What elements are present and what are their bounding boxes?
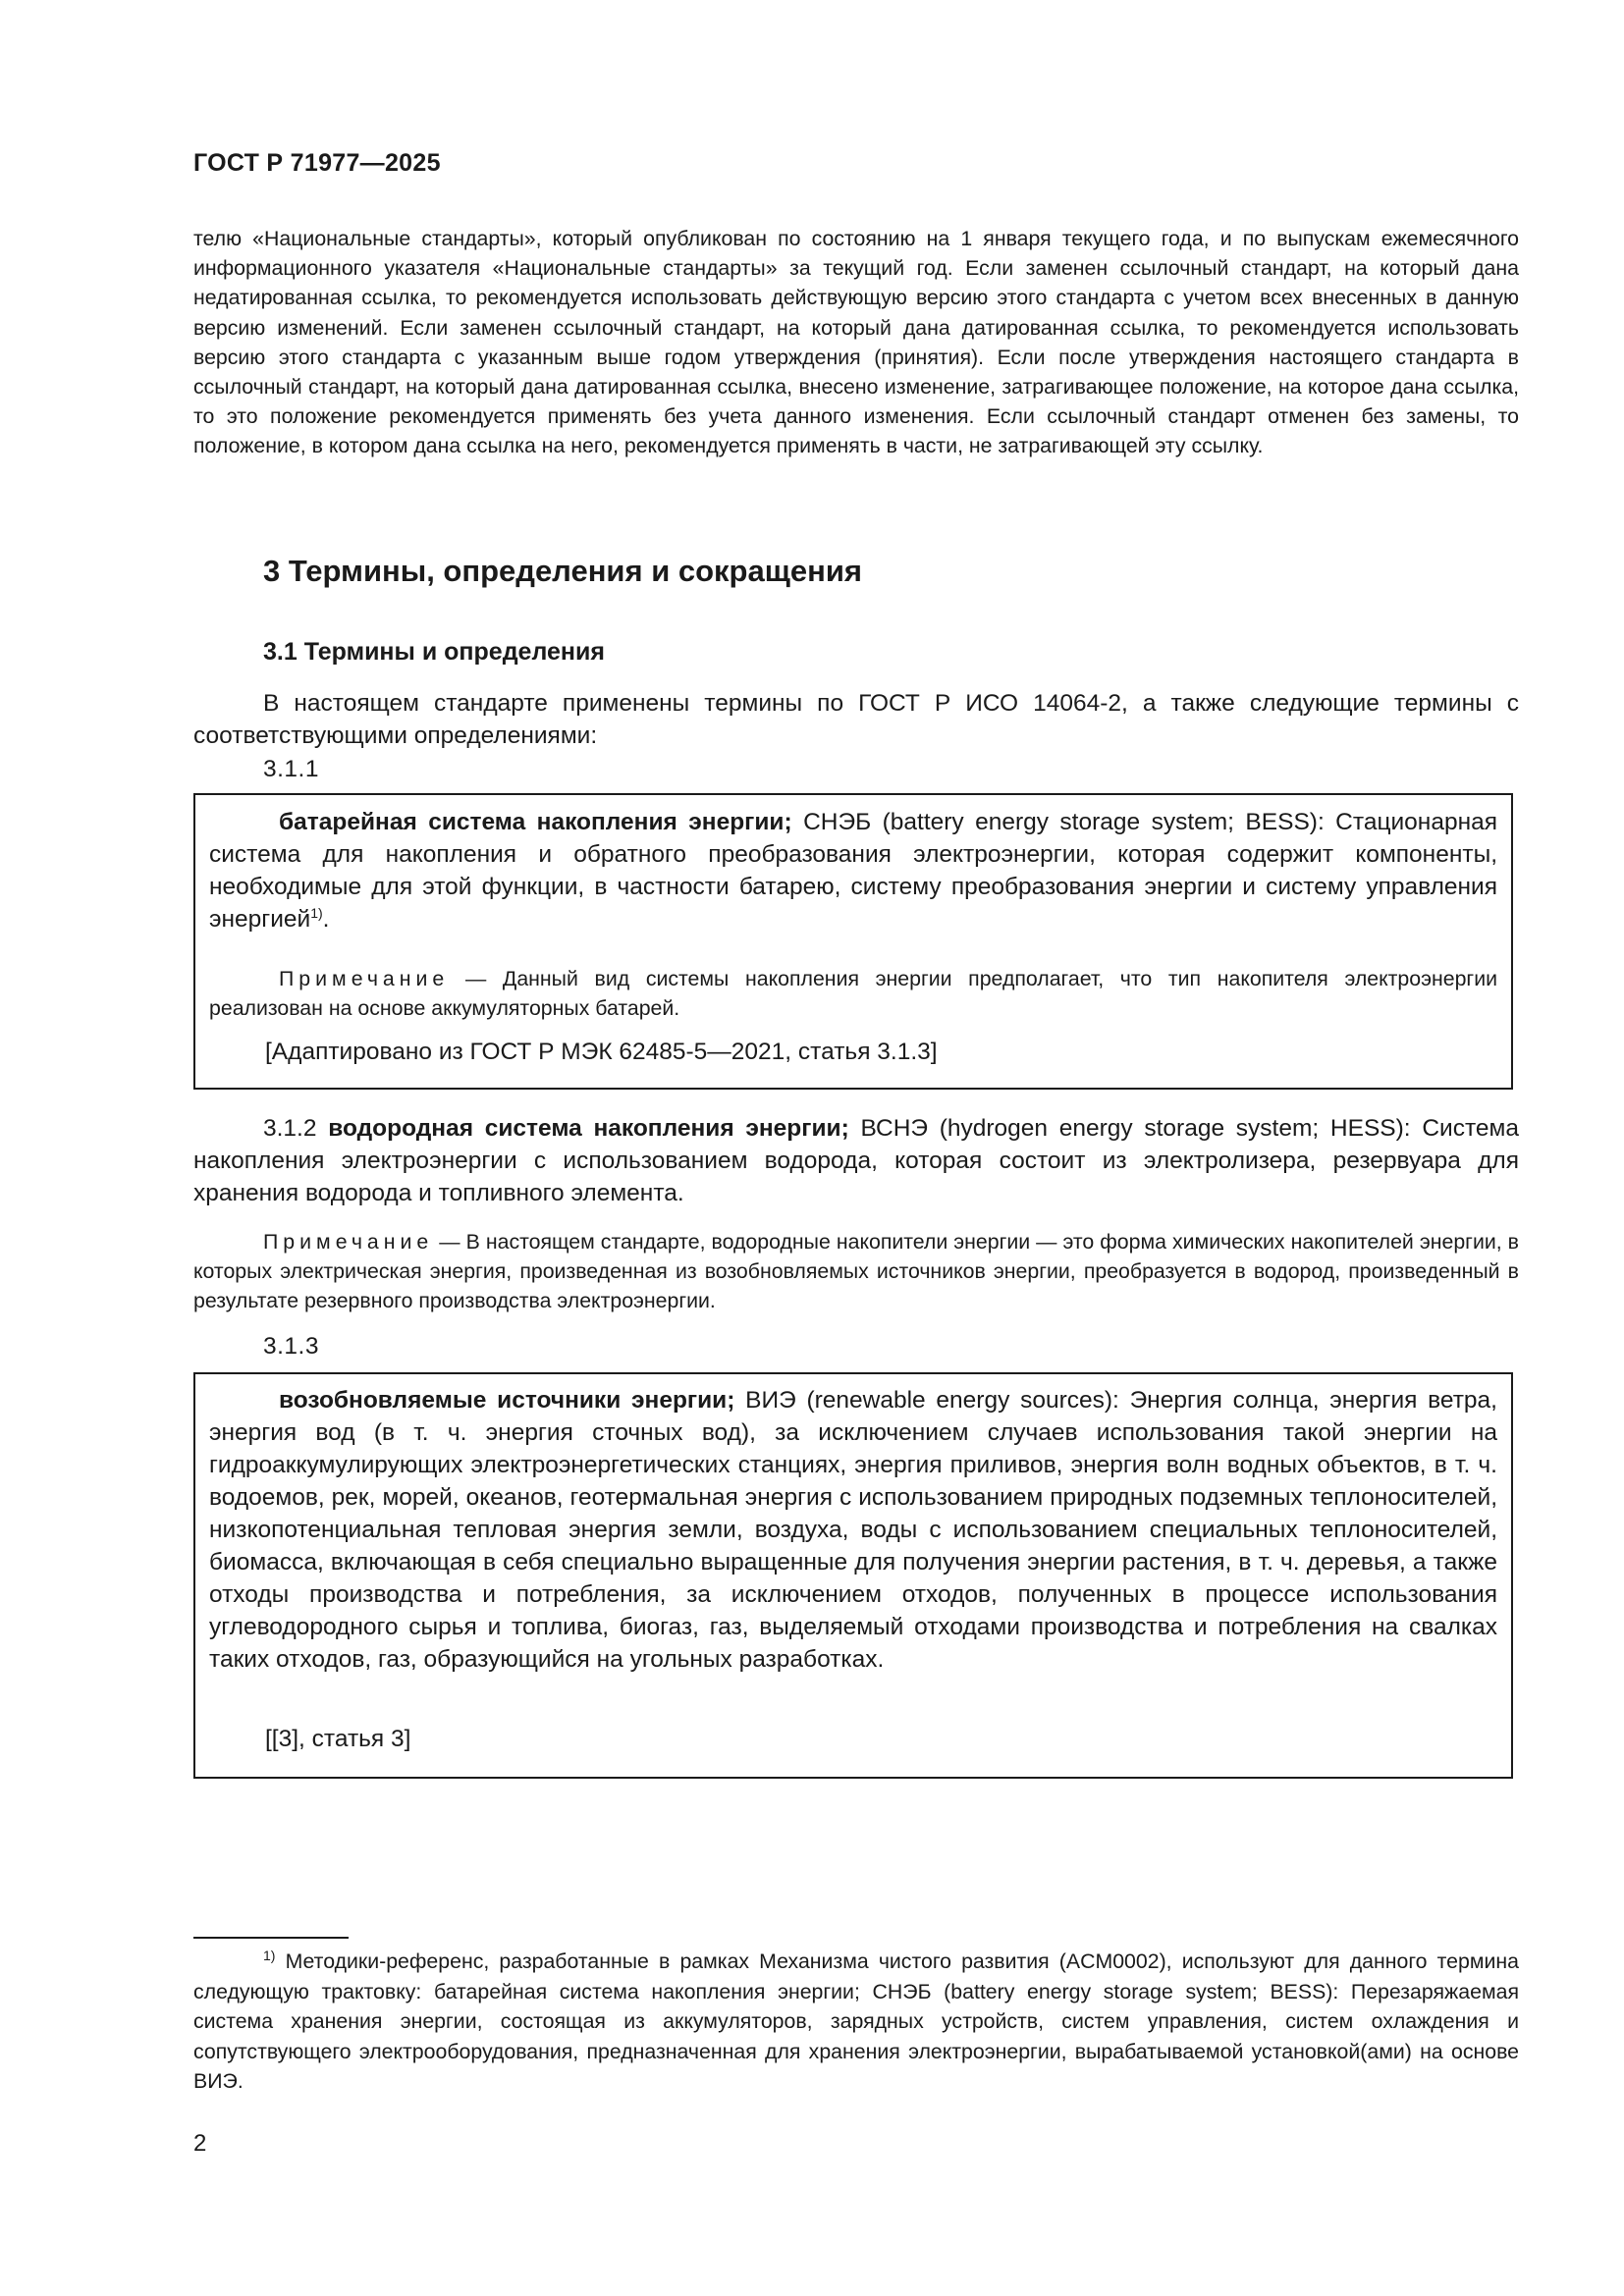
- term2-number: 3.1.2: [263, 1115, 317, 1142]
- term1-note-label: Примечание: [279, 967, 450, 990]
- term3-term: возобновляемые источники энергии;: [279, 1387, 735, 1414]
- section-title: 3 Термины, определения и сокращения: [263, 554, 862, 588]
- term3-definition: [209, 1384, 1497, 1676]
- lead-paragraph: [193, 687, 1519, 752]
- term2-paragraph: [193, 1112, 1519, 1209]
- footnote-rule: [193, 1937, 349, 1939]
- term1-note: [209, 964, 1497, 1023]
- term1-source: [Адаптировано из ГОСТ Р МЭК 62485-5—2021, статья 3.1.3]: [265, 1039, 938, 1065]
- term1-number: 3.1.1: [263, 756, 319, 782]
- term2-term: водородная система накопления энергии;: [328, 1115, 849, 1142]
- term1-note-text: — Данный вид системы накопления энергии предполагает, что тип накопителя электроэнергии реализован на основе аккумуляторных батарей.: [209, 967, 1497, 1020]
- term1-end: .: [322, 906, 330, 933]
- term2-note-label: Примечание: [263, 1230, 434, 1254]
- footnote-mark: 1): [263, 1947, 276, 1963]
- term3-number: 3.1.3: [263, 1333, 319, 1360]
- term1-definition: [209, 806, 1497, 935]
- lead-text: В настоящем стандарте применены термины по ГОСТ Р ИСО 14064-2, а также следующие термины с соответствующими определениями:: [193, 690, 1519, 749]
- intro-text: телю «Национальные стандарты», который опубликован по состоянию на 1 января текущего года, и по выпускам ежемесячного информационного указателя «Национальные стандарты» за текущий год. Если заменен ссылочный стандарт, на который дана недатированная ссылка, то рекомендуется использовать действующую версию этого стандарта с учетом всех внесенных в данную версию изменений. Если заменен ссылочный стандарт, на который дана датированная ссылка, то рекомендуется использовать версию этого стандарта с указанным выше годом утверждения (принятия). Если после утверждения настоящего стандарта в ссылочный стандарт, на который дана датированная ссылка, внесено изменение, затрагивающее положение, на которое дана ссылка, то это положение рекомендуется применять без учета данного изменения. Если ссылочный стандарт отменен без замены, то положение, в котором дана ссылка на него, рекомендуется применять в части, не затрагивающей эту ссылку.: [193, 227, 1519, 458]
- term2-definition-text: ВСНЭ (hydrogen energy storage system; HESS): Система накопления электроэнергии с использованием водорода, которая состоит из электролизера, резервуара для хранения водорода и топливного элемента.: [193, 1115, 1519, 1206]
- term1-box: [193, 793, 1513, 1090]
- term1-term: батарейная система накопления энергии;: [279, 809, 792, 835]
- term1-definition-text: СНЭБ (battery energy storage system; BESS): Стационарная система для накопления и обратного преобразования электроэнергии, которая содержит компоненты, необходимые для этой функции, в частности батарею, систему преобразования энергии и систему управления энергией: [209, 809, 1497, 933]
- page-number: 2: [193, 2130, 207, 2157]
- intro-paragraph: [193, 224, 1519, 461]
- subsection-title: 3.1 Термины и определения: [263, 638, 605, 666]
- term3-source: [[3], статья 3]: [265, 1726, 411, 1752]
- term3-box: [193, 1372, 1513, 1779]
- footnote-text: Методики-референс, разработанные в рамках Механизма чистого развития (ACM0002), используют для данного термина следующую трактовку: батарейная система накопления энергии; СНЭБ (battery energy storage system; BESS): Перезаряжаемая система хранения энергии, состоящая из аккумуляторов, зарядных устройств, систем управления, систем охлаждения и сопутствующего электрооборудования, предназначенная для хранения электроэнергии, вырабатываемой установкой(ами) на основе ВИЭ.: [193, 1949, 1519, 2093]
- term2-note: [193, 1227, 1519, 1315]
- term2-note-text: — В настоящем стандарте, водородные накопители энергии — это форма химических накопителей энергии, в которых электрическая энергия, произведенная из возобновляемых источников энергии, преобразуется в водород, произведенный в результате резервного производства электроэнергии.: [193, 1230, 1519, 1312]
- term3-definition-text: ВИЭ (renewable energy sources): Энергия солнца, энергия ветра, энергия вод (в т. ч. энергия сточных вод), за исключением случаев использования такой энергии на гидроаккумулирующих электроэнергетических станциях, энергия приливов, энергия волн водных объектов, в т. ч. водоемов, рек, морей, океанов, геотермальная энергия с использованием природных подземных теплоносителей, низкопотенциальная тепловая энергия земли, воздуха, воды с использованием специальных теплоносителей, биомасса, включающая в себя специально выращенные для получения энергии растения, в т. ч. деревья, а также отходы производства и потребления, за исключением отходов, полученных в процессе использования углеводородного сырья и топлива, биогаз, газ, выделяемый отходами производства и потребления на свалках таких отходов, газ, образующийся на угольных разработках.: [209, 1387, 1497, 1673]
- term1-footnote-mark: 1): [310, 904, 323, 921]
- standard-id-header: ГОСТ Р 71977—2025: [193, 149, 441, 177]
- footnote: [193, 1947, 1519, 2097]
